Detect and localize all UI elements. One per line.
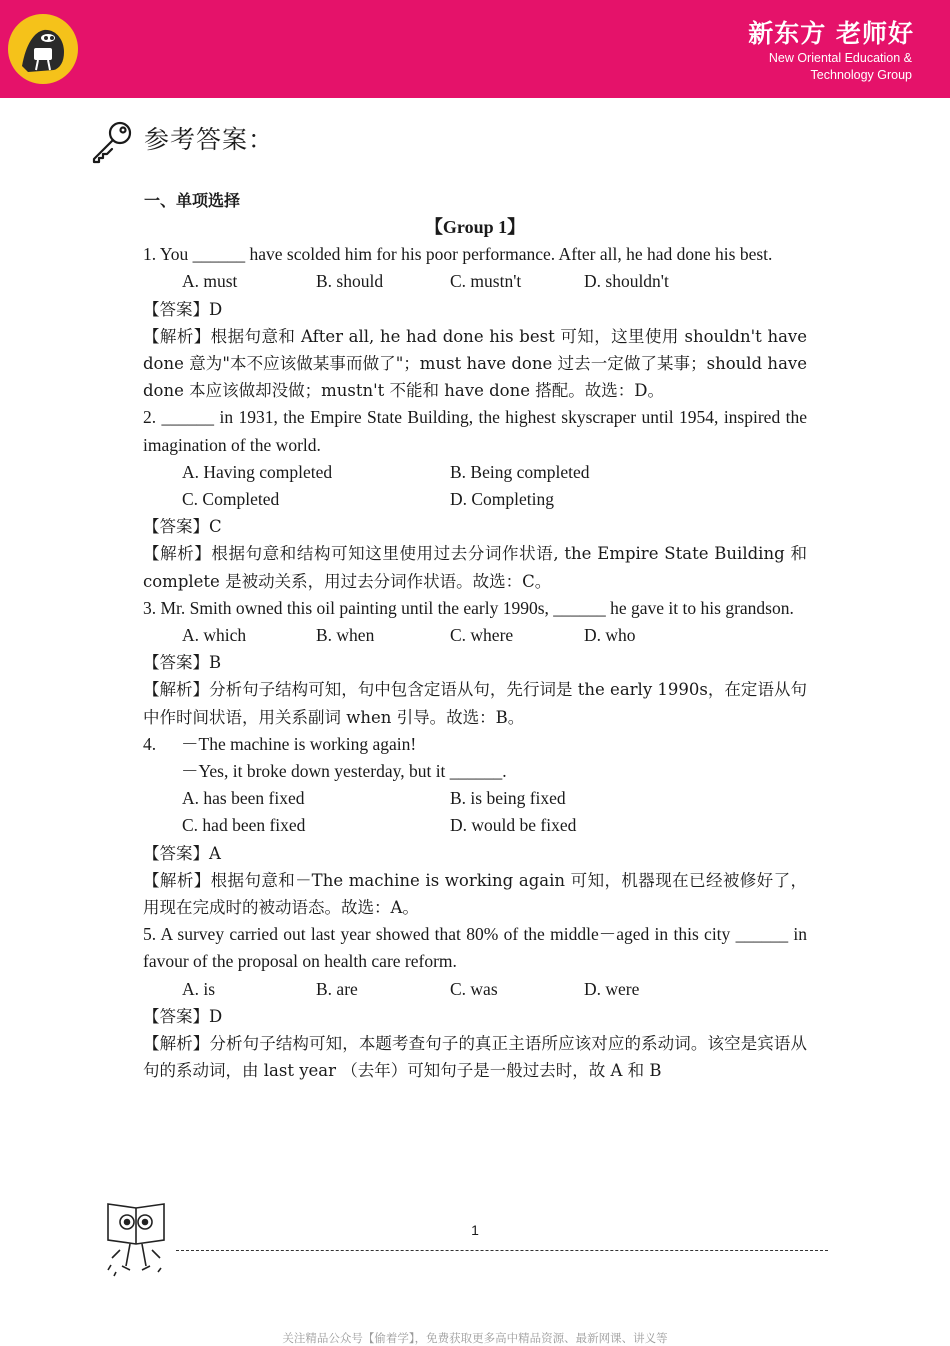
option: D. would be fixed <box>450 815 577 836</box>
brand-english-line2: Technology Group <box>810 68 912 82</box>
option: C. mustn't <box>450 271 522 292</box>
explanation-2: 【解析】根据句意和结构可知这里使用过去分词作状语, the Empire State Building 和 complete 是被动关系，用过去分词作状语。故选：C。 <box>143 544 807 591</box>
question-stem-2: 2. ______ in 1931, the Empire State Building, the highest skyscraper until 1954, inspired the imagination of the world. <box>143 407 807 455</box>
option: D. were <box>584 978 640 999</box>
explanation-4: 【解析】根据句意和－The machine is working again 可知，机器现在已经被修好了，用现在完成时的被动语态。故选：A。 <box>143 870 807 918</box>
option: B. is being fixed <box>450 788 566 809</box>
answer-1: 【答案】D <box>143 299 223 319</box>
option: B. are <box>316 978 358 999</box>
brand-chinese: 新东方 老师好 <box>748 19 914 48</box>
dialogue-line-2: －Yes, it broke down yesterday, but it ______. <box>181 761 507 782</box>
footer-divider <box>176 1250 828 1251</box>
options-2 <box>143 459 807 486</box>
option: B. should <box>316 271 384 292</box>
question-stem-1: 1. You ______ have scolded him for his poor performance. After all, he had done his best. <box>143 244 773 265</box>
brand-english-line1: New Oriental Education & <box>768 51 912 65</box>
option: D. Completing <box>450 489 555 510</box>
answer-content <box>143 214 807 1085</box>
mascot-logo-icon <box>8 14 78 84</box>
option: D. who <box>584 625 636 646</box>
footer-note: 关注精品公众号【偷着学】，免费获取更多高中精品资源、最新网课、讲义等 <box>282 1331 668 1345</box>
answer-2: 【答案】C <box>143 517 222 537</box>
question-stem-5: 5. A survey carried out last year showed that 80% of the middle－aged in this city ______ in favour of the proposal on health care reform. <box>143 924 807 972</box>
section-heading: 一、单项选择 <box>144 191 241 210</box>
option: B. Being completed <box>450 461 590 482</box>
group-title: 【Group 1】 <box>424 217 526 237</box>
option: C. had been fixed <box>182 815 306 836</box>
page-number: 1 <box>471 1222 479 1238</box>
option: A. is <box>182 978 216 999</box>
option: D. shouldn't <box>584 271 669 292</box>
answer-5: 【答案】D <box>143 1006 223 1026</box>
book-mascot-icon <box>102 1200 170 1289</box>
explanation-5: 【解析】分析句子结构可知，本题考查句子的真正主语所应该对应的系动词。该空是宾语从句的系动词，由 last year （去年）可知句子是一般过去时，故 A 和 B <box>143 1034 807 1081</box>
option: C. Completed <box>182 489 280 510</box>
explanation-1: 【解析】根据句意和 After all, he had done his best 可知，这里使用 shouldn't have done 意为"本不应该做某事而做了"；must have done 过去一定做了某事；should have done 本应该做却没做；mustn't 不能和 have done 搭配。故选：D。 <box>143 326 807 401</box>
key-icon <box>90 118 136 169</box>
page-title: 参考答案： <box>144 125 275 154</box>
options-3 <box>143 622 807 649</box>
options-4 <box>143 785 807 812</box>
question-stem-4 <box>143 731 807 758</box>
options-4b <box>143 812 807 839</box>
option: A. which <box>182 625 247 646</box>
options-1 <box>143 268 807 295</box>
answer-3: 【答案】B <box>143 653 222 673</box>
brand-english <box>769 50 912 84</box>
option: A. has been fixed <box>182 788 305 809</box>
option: C. where <box>450 625 514 646</box>
answer-4: 【答案】A <box>143 843 221 863</box>
option: A. Having completed <box>182 461 333 482</box>
header-banner <box>0 0 950 98</box>
question-number-4: 4. <box>143 733 157 754</box>
options-5 <box>143 976 807 1003</box>
dialogue-line-1: －The machine is working again! <box>181 733 417 754</box>
option: B. when <box>316 625 375 646</box>
options-2b <box>143 486 807 513</box>
question-stem-3: 3. Mr. Smith owned this oil painting until the early 1990s, ______ he gave it to his grandson. <box>143 597 794 618</box>
option: C. was <box>450 978 498 999</box>
explanation-3: 【解析】分析句子结构可知，句中包含定语从句，先行词是 the early 1990s，在定语从句中作时间状语，用关系副词 when 引导。故选：B。 <box>143 680 807 727</box>
option: A. must <box>182 271 238 292</box>
